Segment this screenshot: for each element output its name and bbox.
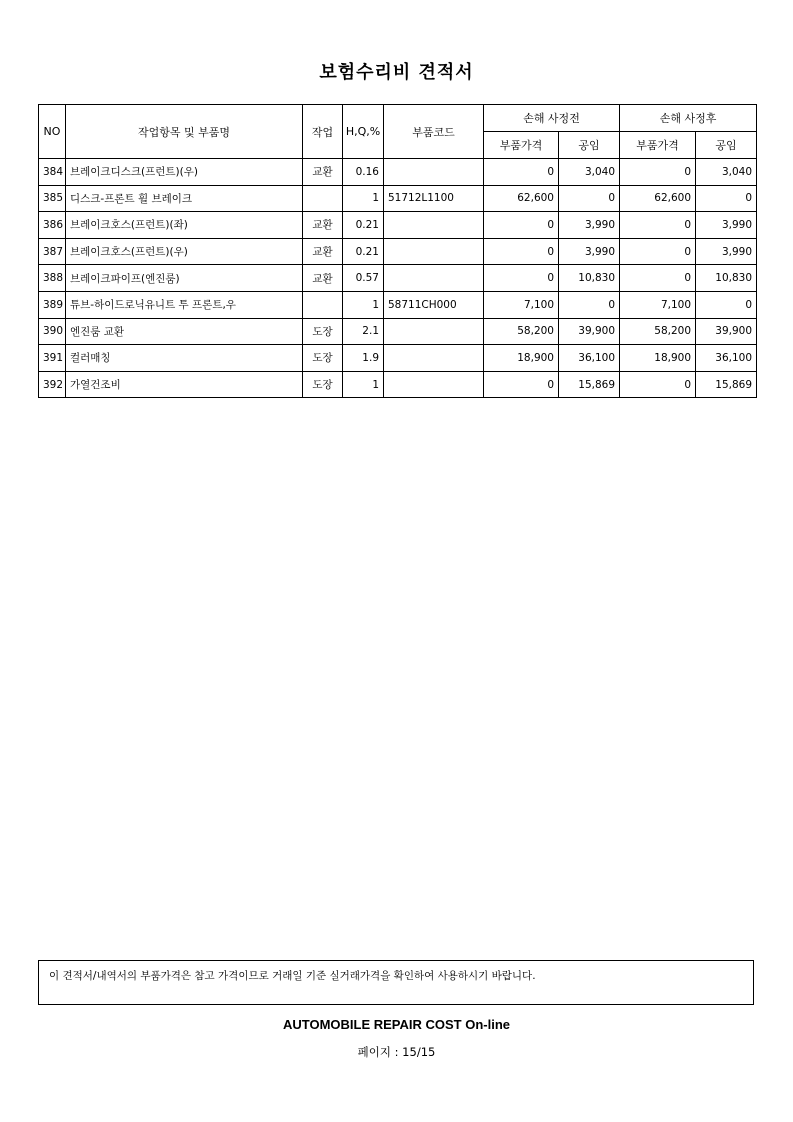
cell-before-part-price: 18,900	[484, 345, 559, 372]
document-title: 보험수리비 견적서	[319, 62, 474, 83]
table-row	[39, 291, 757, 318]
notice-box	[38, 960, 754, 1005]
cell-no: 389	[39, 291, 66, 318]
cell-work: 교환	[303, 159, 343, 186]
cell-after-part-price: 0	[620, 212, 696, 239]
cell-hq: 1	[343, 371, 384, 398]
cell-part-code	[384, 265, 484, 292]
cell-after-labor: 3,990	[696, 212, 757, 239]
cell-no: 387	[39, 238, 66, 265]
header-before-part-price: 부품가격	[484, 132, 559, 159]
cell-no: 391	[39, 345, 66, 372]
table-row	[39, 265, 757, 292]
header-no: NO	[39, 105, 66, 159]
cell-no: 388	[39, 265, 66, 292]
table-row	[39, 238, 757, 265]
cell-work	[303, 185, 343, 212]
cell-before-labor: 15,869	[559, 371, 620, 398]
table-row	[39, 159, 757, 186]
cell-after-part-price: 0	[620, 371, 696, 398]
cell-hq: 1	[343, 291, 384, 318]
cell-item-name: 브레이크호스(프런트)(우)	[66, 238, 303, 265]
cell-before-labor: 0	[559, 185, 620, 212]
cell-after-labor: 36,100	[696, 345, 757, 372]
cell-after-labor: 39,900	[696, 318, 757, 345]
cell-no: 385	[39, 185, 66, 212]
cell-item-name: 가열건조비	[66, 371, 303, 398]
header-before-labor: 공임	[559, 132, 620, 159]
cell-work: 교환	[303, 238, 343, 265]
cell-before-part-price: 0	[484, 212, 559, 239]
cell-after-labor: 15,869	[696, 371, 757, 398]
cell-hq: 0.21	[343, 212, 384, 239]
header-hq: H,Q,%	[343, 105, 384, 159]
cell-before-labor: 10,830	[559, 265, 620, 292]
cell-before-part-price: 0	[484, 238, 559, 265]
header-before-group: 손해 사정전	[484, 105, 620, 132]
table-body	[39, 159, 757, 398]
table-row	[39, 185, 757, 212]
cell-before-part-price: 62,600	[484, 185, 559, 212]
cell-part-code	[384, 238, 484, 265]
cell-hq: 0.57	[343, 265, 384, 292]
cell-hq: 0.16	[343, 159, 384, 186]
cell-work: 도장	[303, 345, 343, 372]
header-after-labor: 공임	[696, 132, 757, 159]
notice-text: 이 견적서/내역서의 부품가격은 참고 가격이므로 거래일 기준 실거래가격을 확인하여 사용하시기 바랍니다.	[49, 970, 536, 982]
cell-before-labor: 36,100	[559, 345, 620, 372]
cell-work	[303, 291, 343, 318]
cell-part-code	[384, 318, 484, 345]
cell-before-labor: 3,990	[559, 238, 620, 265]
cell-part-code	[384, 159, 484, 186]
cell-after-part-price: 18,900	[620, 345, 696, 372]
cell-item-name: 브레이크호스(프런트)(좌)	[66, 212, 303, 239]
cell-no: 384	[39, 159, 66, 186]
cell-before-labor: 3,040	[559, 159, 620, 186]
cell-part-code: 58711CH000	[384, 291, 484, 318]
cell-hq: 0.21	[343, 238, 384, 265]
table-header	[39, 105, 757, 159]
cell-before-part-price: 0	[484, 159, 559, 186]
cell-after-labor: 3,040	[696, 159, 757, 186]
cell-before-labor: 0	[559, 291, 620, 318]
cell-hq: 1.9	[343, 345, 384, 372]
header-code: 부품코드	[384, 105, 484, 159]
cell-part-code: 51712L1100	[384, 185, 484, 212]
cell-after-labor: 10,830	[696, 265, 757, 292]
cell-after-part-price: 0	[620, 159, 696, 186]
header-item: 작업항목 및 부품명	[66, 105, 303, 159]
cell-item-name: 엔진룸 교환	[66, 318, 303, 345]
cell-hq: 1	[343, 185, 384, 212]
cell-before-labor: 3,990	[559, 212, 620, 239]
cell-no: 392	[39, 371, 66, 398]
header-after-part-price: 부품가격	[620, 132, 696, 159]
page-number: 페이지 : 15/15	[357, 1045, 436, 1059]
cell-after-labor: 0	[696, 291, 757, 318]
cell-work: 교환	[303, 265, 343, 292]
cell-before-part-price: 0	[484, 371, 559, 398]
cell-before-part-price: 0	[484, 265, 559, 292]
cell-before-labor: 39,900	[559, 318, 620, 345]
cell-item-name: 브레이크파이프(엔진룸)	[66, 265, 303, 292]
cell-no: 390	[39, 318, 66, 345]
cell-work: 교환	[303, 212, 343, 239]
table-row	[39, 318, 757, 345]
cell-part-code	[384, 212, 484, 239]
cell-after-part-price: 58,200	[620, 318, 696, 345]
cell-after-part-price: 62,600	[620, 185, 696, 212]
cell-after-part-price: 7,100	[620, 291, 696, 318]
header-after-group: 손해 사정후	[620, 105, 757, 132]
table-row	[39, 371, 757, 398]
cell-no: 386	[39, 212, 66, 239]
cell-work: 도장	[303, 371, 343, 398]
cell-before-part-price: 7,100	[484, 291, 559, 318]
cell-hq: 2.1	[343, 318, 384, 345]
cell-after-labor: 3,990	[696, 238, 757, 265]
cell-item-name: 브레이크디스크(프런트)(우)	[66, 159, 303, 186]
table-row	[39, 345, 757, 372]
cell-after-part-price: 0	[620, 238, 696, 265]
header-work: 작업	[303, 105, 343, 159]
cell-after-labor: 0	[696, 185, 757, 212]
cell-work: 도장	[303, 318, 343, 345]
cell-item-name: 컬러매칭	[66, 345, 303, 372]
cell-part-code	[384, 345, 484, 372]
cell-item-name: 튜브-하이드로닉유니트 투 프론트,우	[66, 291, 303, 318]
footer-brand: AUTOMOBILE REPAIR COST On-line	[282, 1017, 511, 1032]
cell-part-code	[384, 371, 484, 398]
table-row	[39, 212, 757, 239]
cell-after-part-price: 0	[620, 265, 696, 292]
cell-before-part-price: 58,200	[484, 318, 559, 345]
cell-item-name: 디스크-프론트 휠 브레이크	[66, 185, 303, 212]
estimate-table	[38, 104, 757, 398]
